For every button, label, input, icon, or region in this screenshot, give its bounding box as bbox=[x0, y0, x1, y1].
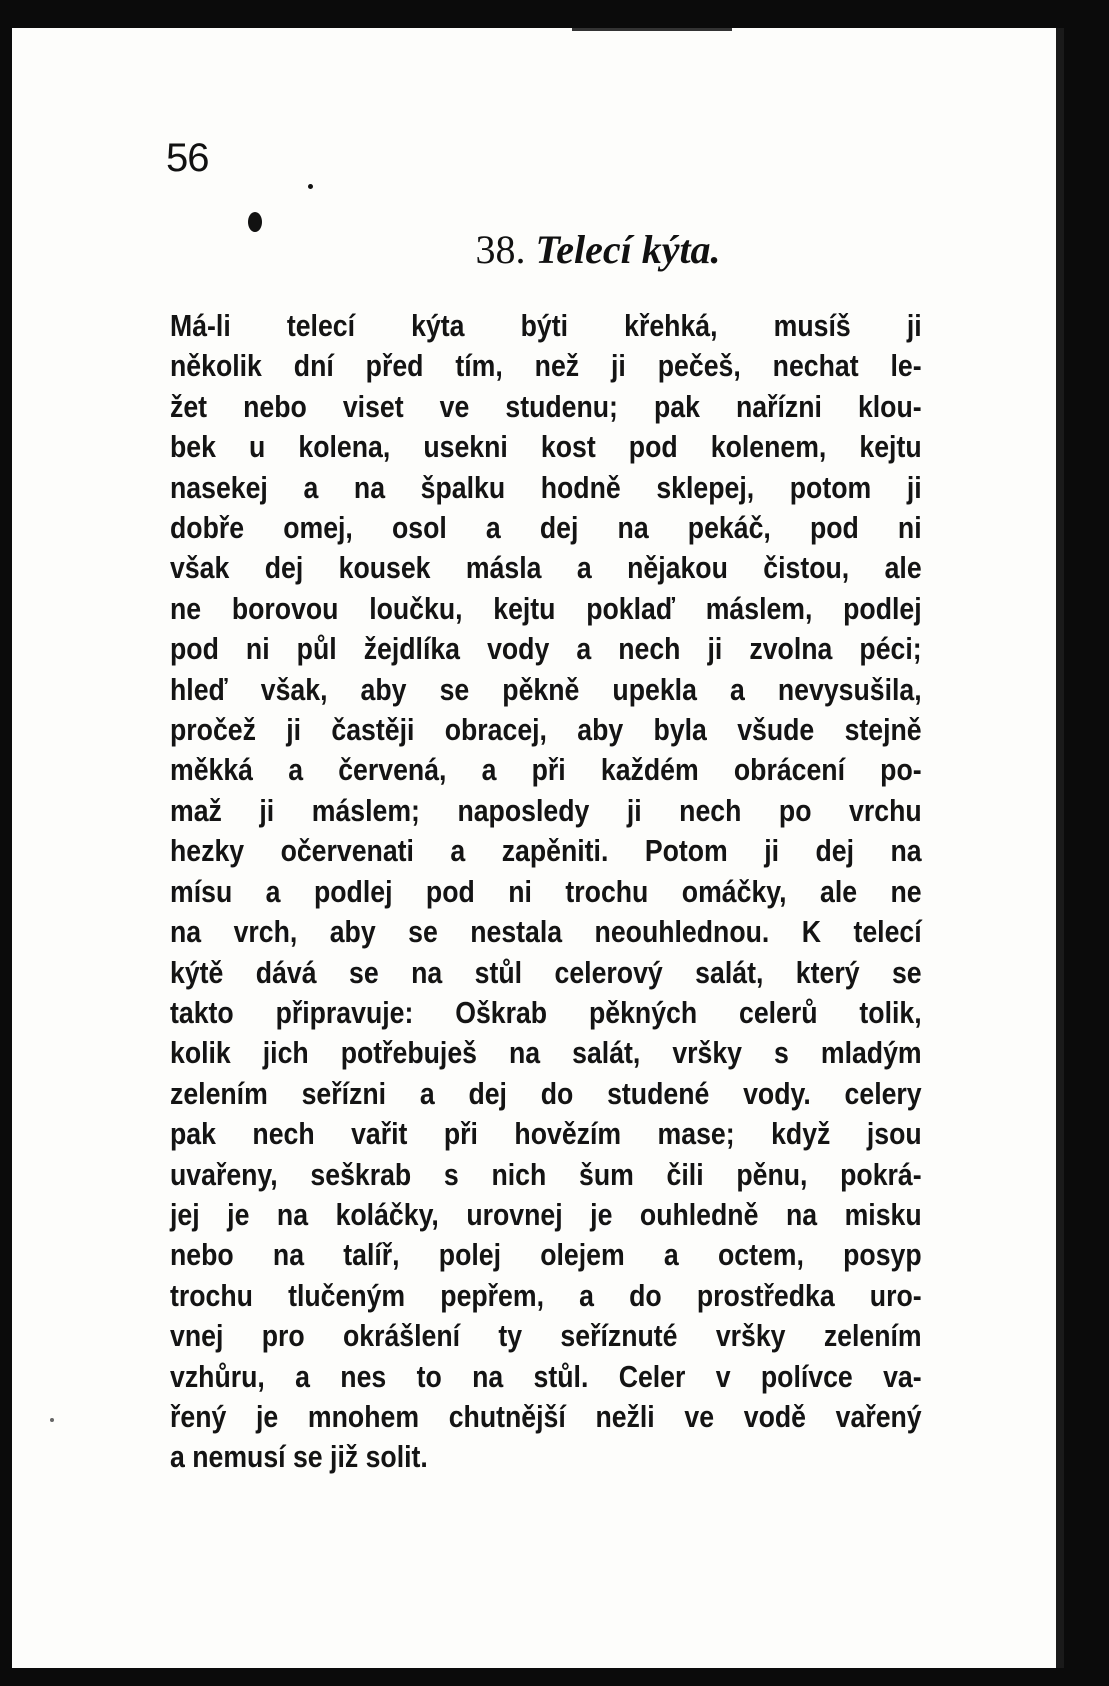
text-line: na vrch, aby se nestala neouhlednou. K telecí bbox=[170, 914, 922, 950]
text-line: bek u kolena, usekni kost pod kolenem, kejtu bbox=[170, 429, 922, 465]
text-line: řený je mnohem chutnější nežli ve vodě vařený bbox=[170, 1398, 922, 1434]
text-line: Má-li telecí kýta býti křehká, musíš ji bbox=[170, 308, 922, 343]
text-line: však dej kousek másla a nějakou čistou, ale bbox=[170, 550, 922, 586]
text-line: pak nech vařit při hovězím mase; když jsou bbox=[170, 1116, 922, 1152]
text-line: dobře omej, osol a dej na pekáč, pod ni bbox=[170, 510, 922, 546]
text-line: maž ji máslem; naposledy ji nech po vrchu bbox=[170, 792, 922, 828]
text-line: měkká a červená, a při každém obrácení po- bbox=[170, 752, 922, 788]
text-line: mísu a podlej pod ni trochu omáčky, ale ne bbox=[170, 873, 922, 909]
text-line: trochu tlučeným pepřem, a do prostředka uro- bbox=[170, 1277, 922, 1313]
text-line: vnej pro okrášlení ty seříznuté vršky zelením bbox=[170, 1318, 922, 1354]
text-line: pročež ji častěji obracej, aby byla všude stejně bbox=[170, 712, 922, 748]
recipe-title bbox=[12, 226, 1064, 273]
text-line: nasekej a na špalku hodně sklepej, potom ji bbox=[170, 469, 922, 505]
text-line: hezky očervenati a zapěniti. Potom ji dej na bbox=[170, 833, 922, 869]
recipe-name: Telecí kýta. bbox=[535, 227, 721, 272]
ink-speck bbox=[308, 184, 313, 189]
text-line: hleď však, aby se pěkně upekla a nevysušila, bbox=[170, 671, 922, 707]
text-line: nebo na talíř, polej olejem a octem, posyp bbox=[170, 1237, 922, 1273]
text-line: takto připravuje: Oškrab pěkných celerů tolik, bbox=[170, 994, 922, 1030]
text-line: uvařeny, seškrab s nich šum čili pěnu, pokrá- bbox=[170, 1156, 922, 1192]
text-line: vzhůru, a nes to na stůl. Celer v polívce va- bbox=[170, 1358, 922, 1394]
recipe-body bbox=[170, 306, 922, 1478]
text-line: ne borovou loučku, kejtu poklaď máslem, podlej bbox=[170, 590, 922, 626]
ink-speck bbox=[50, 1418, 54, 1422]
page-number: 56 bbox=[166, 136, 209, 180]
recipe-number: 38. bbox=[475, 227, 526, 272]
text-line: a nemusí se již solit. bbox=[170, 1439, 428, 1475]
text-line: žet nebo viset ve studenu; pak nařízni klou- bbox=[170, 388, 922, 424]
text-line: jej je na koláčky, urovnej je ouhledně na misku bbox=[170, 1196, 922, 1232]
text-line: zelením seřízni a dej do studené vody. celery bbox=[170, 1075, 922, 1111]
top-edge-mark bbox=[572, 28, 732, 31]
text-line: kýtě dává se na stůl celerový salát, který se bbox=[170, 954, 922, 990]
text-line: několik dní před tím, než ji pečeš, nechat le- bbox=[170, 348, 922, 384]
text-line: pod ni půl žejdlíka vody a nech ji zvolna péci; bbox=[170, 631, 922, 667]
text-line: kolik jich potřebuješ na salát, vršky s mladým bbox=[170, 1035, 922, 1071]
book-page bbox=[12, 28, 1064, 1668]
